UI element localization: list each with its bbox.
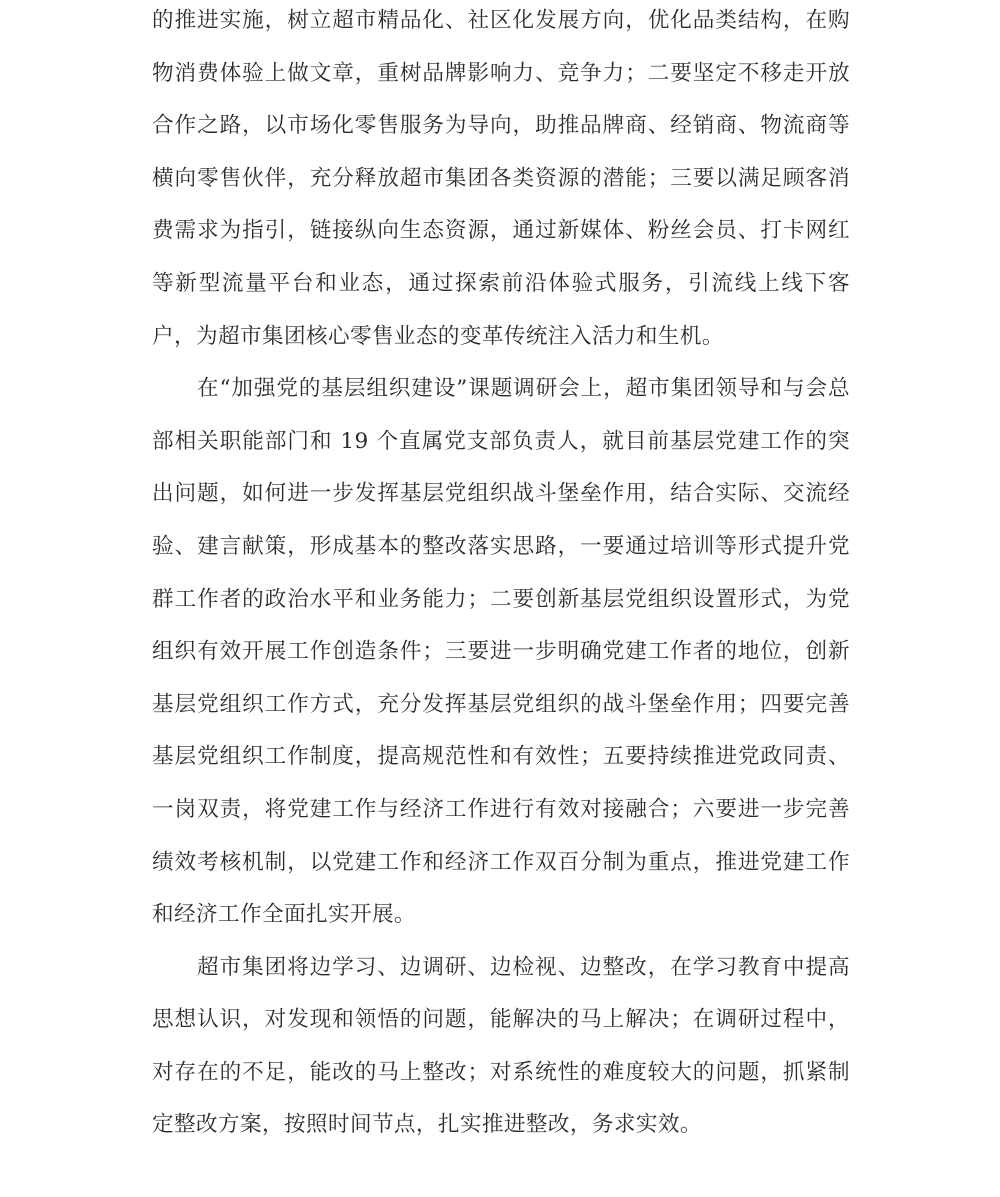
body-paragraph-rectification: 超市集团将边学习、边调研、边检视、边整改，在学习教育中提高思想认识，对发现和领悟的问题，能解决的马上解决；在调研过程中，对存在的不足，能改的马上整改；对系统性的难度较大的问题，抓紧制定整改方案，按照时间节点，扎实推进整改，务求实效。 bbox=[152, 954, 850, 1138]
document-page bbox=[152, 0, 850, 1152]
body-paragraph-party-building: 在“加强党的基层组织建设”课题调研会上，超市集团领导和与会总部相关职能部门和 19 个直属党支部负责人，就目前基层党建工作的突出问题，如何进一步发挥基层党组织战斗堡垒作用，结合实际、交流经验、建言献策，形成基本的整改落实思路，一要通过培训等形式提升党群工作者的政治水平和业务能力；二要创新基层党组织设置形式，为党组织有效开展工作创造条件；三要进一步明确党建工作者的地位，创新基层党组织工作方式，充分发挥基层党组织的战斗堡垒作用；四要完善基层党组织工作制度，提高规范性和有效性；五要持续推进党政同责、一岗双责，将党建工作与经济工作进行有效对接融合；六要进一步完善绩效考核机制，以党建工作和经济工作双百分制为重点，推进党建工作和经济工作全面扎实开展。 bbox=[152, 376, 850, 928]
body-paragraph-continued: 的推进实施，树立超市精品化、社区化发展方向，优化品类结构，在购物消费体验上做文章，重树品牌影响力、竞争力；二要坚定不移走开放合作之路，以市场化零售服务为导向，助推品牌商、经销商、物流商等横向零售伙伴，充分释放超市集团各类资源的潜能；三要以满足顾客消费需求为指引，链接纵向生态资源，通过新媒体、粉丝会员、打卡网红等新型流量平台和业态，通过探索前沿体验式服务，引流线上线下客户，为超市集团核心零售业态的变革传统注入活力和生机。 bbox=[152, 8, 850, 349]
